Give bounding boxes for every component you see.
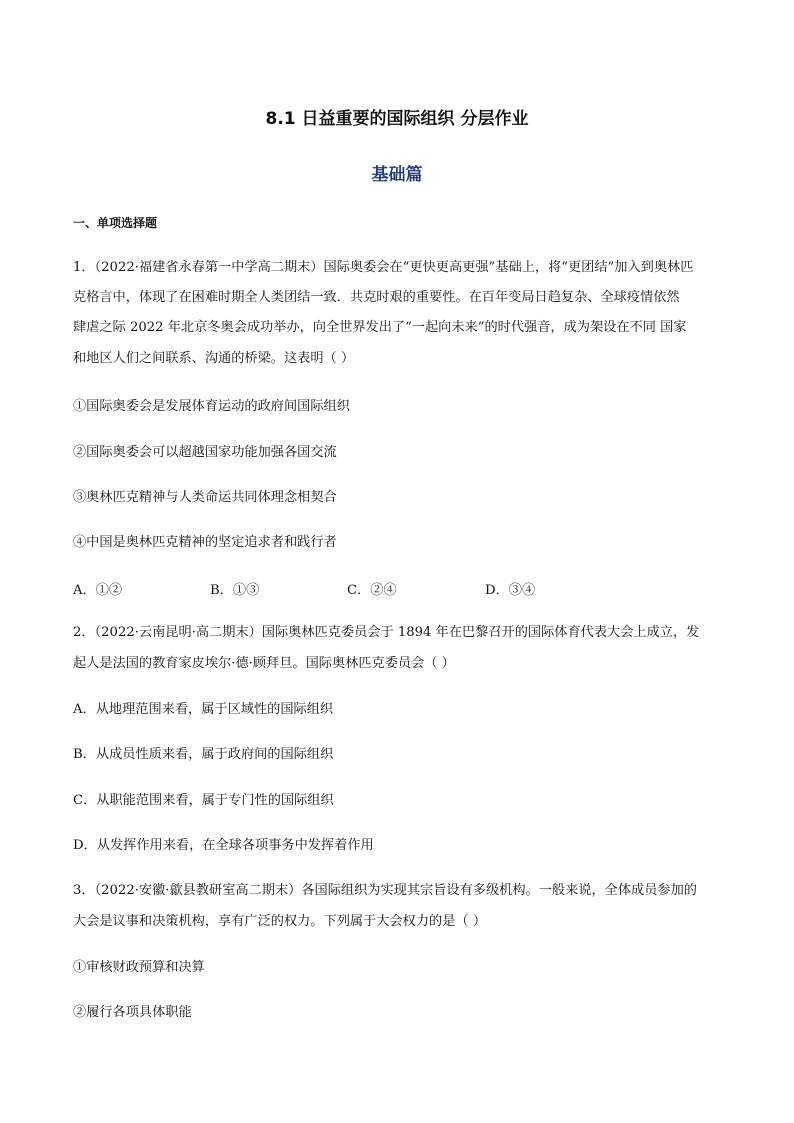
- question-text-line: 1．（2022·福建省永春第一中学高二期末）国际奥委会在“更快更高更强”基础上，将“更团结”加入到奥林匹: [73, 260, 694, 275]
- statement-1: ①审核财政预算和决算: [73, 960, 205, 975]
- option-c: C．②④: [347, 583, 397, 598]
- question-text-line: 2．（2022·云南昆明·高二期末）国际奥林匹克委员会于 1894 年在巴黎召开的国际体育代表大会上成立，发: [73, 625, 700, 640]
- question-text-line: 克格言中，体现了在困难时期全人类团结一致．共克时艰的重要性。在百年变局日趋复杂、全球疫情依然: [73, 290, 680, 305]
- question-text-line: 3．（2022·安徽·歙县教研室高二期末）各国际组织为实现其宗旨设有多级机构。一般来说，全体成员参加的: [73, 883, 697, 898]
- option-a: A．从地理范围来看，属于区域性的国际组织: [73, 702, 334, 717]
- page-title: 8.1 日益重要的国际组织 分层作业: [265, 109, 529, 129]
- question-text-line: 起人是法国的教育家皮埃尔·德·顾拜旦。国际奥林匹克委员会（ ）: [73, 656, 455, 671]
- option-d: D．③④: [485, 583, 536, 598]
- statement-1: ①国际奥委会是发展体育运动的政府间国际组织: [73, 399, 350, 414]
- option-a: A．①②: [73, 583, 123, 598]
- option-b: B．从成员性质来看，属于政府间的国际组织: [73, 747, 334, 762]
- section-heading: 一、单项选择题: [73, 216, 158, 230]
- question-text-line: 肆虐之际 2022 年北京冬奥会成功举办，向全世界发出了“一起向未来”的时代强音，成为架设在不同 国家: [73, 320, 687, 335]
- statement-2: ②履行各项具体职能: [73, 1005, 192, 1020]
- statement-3: ③奥林匹克精神与人类命运共同体理念相契合: [73, 490, 337, 505]
- option-c: C．从职能范围来看，属于专门性的国际组织: [73, 793, 334, 808]
- question-text-line: 和地区人们之间联系、沟通的桥梁。这表明（ ）: [73, 351, 355, 366]
- option-d: D．从发挥作用来看，在全球各项事务中发挥着作用: [73, 838, 374, 853]
- question-text-line: 大会是议事和决策机构，享有广泛的权力。下列属于大会权力的是（ ）: [73, 914, 487, 929]
- option-b: B．①③: [210, 583, 260, 598]
- page-subtitle: 基础篇: [371, 165, 423, 185]
- statement-4: ④中国是奥林匹克精神的坚定追求者和践行者: [73, 535, 337, 550]
- statement-2: ②国际奥委会可以超越国家功能加强各国交流: [73, 445, 337, 460]
